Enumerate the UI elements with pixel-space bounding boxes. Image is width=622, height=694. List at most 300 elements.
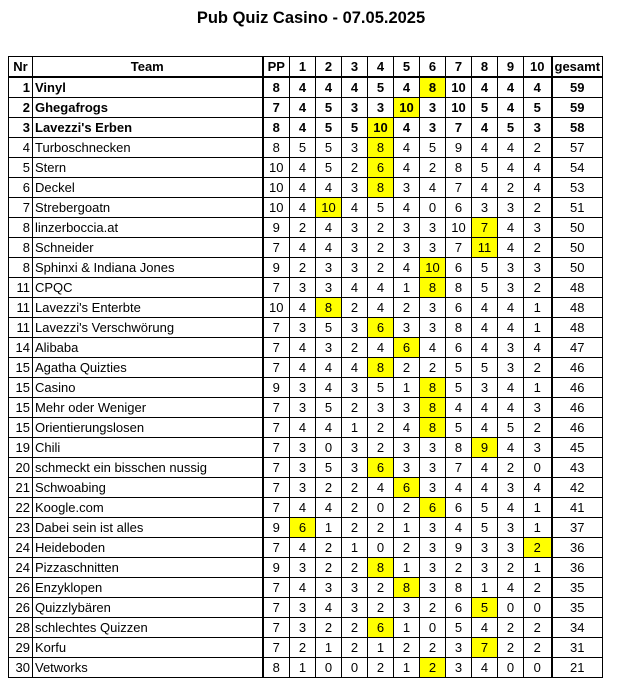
table-row [9,398,603,418]
total-cell: 35 [552,578,603,598]
round-score-cell: 5 [472,358,498,378]
team-name-cell: Dabei sein ist alles [33,518,263,538]
round-score-cell: 2 [342,478,368,498]
round-score-cell: 4 [472,77,498,98]
round-score-cell: 4 [498,438,524,458]
total-cell: 48 [552,278,603,298]
round-score-cell: 8 [446,278,472,298]
round-score-cell: 4 [368,338,394,358]
round-score-cell: 6 [368,158,394,178]
round-score-cell: 4 [316,238,342,258]
round-score-cell: 2 [420,598,446,618]
total-cell: 41 [552,498,603,518]
team-name-cell: Sphinxi & Indiana Jones [33,258,263,278]
header-round-1: 1 [290,57,316,78]
round-score-cell: 2 [524,638,552,658]
round-score-cell: 2 [290,638,316,658]
round-score-cell: 8 [420,278,446,298]
table-row [9,98,603,118]
header-pp: PP [263,57,290,78]
round-score-cell: 4 [420,338,446,358]
team-name-cell: Alibaba [33,338,263,358]
round-score-cell: 5 [368,378,394,398]
round-score-cell: 5 [368,198,394,218]
round-score-cell: 8 [394,578,420,598]
table-row [9,358,603,378]
round-score-cell: 3 [316,258,342,278]
header-round-10: 10 [524,57,552,78]
round-score-cell: 3 [498,198,524,218]
round-score-cell: 10 [316,198,342,218]
rank-cell: 19 [9,438,33,458]
round-score-cell: 4 [290,77,316,98]
team-name-cell: Korfu [33,638,263,658]
table-row [9,618,603,638]
round-score-cell: 2 [420,158,446,178]
round-score-cell: 3 [420,298,446,318]
round-score-cell: 5 [446,418,472,438]
round-score-cell: 8 [446,578,472,598]
round-score-cell: 2 [446,558,472,578]
round-score-cell: 4 [290,358,316,378]
round-score-cell: 7 [472,218,498,238]
header-round-4: 4 [368,57,394,78]
round-score-cell: 1 [394,518,420,538]
round-score-cell: 5 [368,77,394,98]
team-name-cell: Schwoabing [33,478,263,498]
table-row [9,658,603,678]
round-score-cell: 6 [446,258,472,278]
round-score-cell: 2 [524,278,552,298]
pp-cell: 7 [263,638,290,658]
round-score-cell: 4 [394,138,420,158]
round-score-cell: 2 [524,418,552,438]
round-score-cell: 3 [420,578,446,598]
round-score-cell: 3 [368,98,394,118]
round-score-cell: 3 [446,638,472,658]
team-name-cell: schlechtes Quizzen [33,618,263,638]
round-score-cell: 4 [316,178,342,198]
round-score-cell: 10 [420,258,446,278]
rank-cell: 3 [9,118,33,138]
pp-cell: 7 [263,338,290,358]
round-score-cell: 1 [394,378,420,398]
round-score-cell: 8 [446,438,472,458]
rank-cell: 11 [9,318,33,338]
pp-cell: 7 [263,418,290,438]
round-score-cell: 3 [394,598,420,618]
round-score-cell: 6 [290,518,316,538]
round-score-cell: 3 [342,598,368,618]
table-row [9,538,603,558]
team-name-cell: Ghegafrogs [33,98,263,118]
header-round-7: 7 [446,57,472,78]
round-score-cell: 2 [368,658,394,678]
round-score-cell: 2 [368,238,394,258]
round-score-cell: 5 [472,518,498,538]
pp-cell: 7 [263,598,290,618]
total-cell: 46 [552,358,603,378]
team-name-cell: Chili [33,438,263,458]
round-score-cell: 9 [472,438,498,458]
round-score-cell: 4 [290,198,316,218]
round-score-cell: 5 [316,158,342,178]
round-score-cell: 1 [316,638,342,658]
team-name-cell: Mehr oder Weniger [33,398,263,418]
team-name-cell: Koogle.com [33,498,263,518]
round-score-cell: 2 [498,178,524,198]
table-row [9,638,603,658]
team-name-cell: Strebergoatn [33,198,263,218]
team-name-cell: Casino [33,378,263,398]
round-score-cell: 5 [446,618,472,638]
round-score-cell: 3 [342,258,368,278]
round-score-cell: 8 [368,178,394,198]
table-row [9,578,603,598]
round-score-cell: 2 [342,498,368,518]
round-score-cell: 4 [446,398,472,418]
round-score-cell: 2 [316,478,342,498]
round-score-cell: 1 [342,418,368,438]
total-cell: 54 [552,158,603,178]
rank-cell: 30 [9,658,33,678]
round-score-cell: 5 [342,118,368,138]
round-score-cell: 0 [498,658,524,678]
round-score-cell: 3 [316,338,342,358]
total-cell: 46 [552,418,603,438]
pp-cell: 9 [263,558,290,578]
round-score-cell: 2 [420,658,446,678]
team-name-cell: Agatha Quizties [33,358,263,378]
round-score-cell: 2 [394,498,420,518]
total-cell: 31 [552,638,603,658]
round-score-cell: 5 [316,118,342,138]
round-score-cell: 2 [368,518,394,538]
round-score-cell: 0 [368,538,394,558]
round-score-cell: 4 [316,418,342,438]
round-score-cell: 2 [498,558,524,578]
round-score-cell: 0 [524,458,552,478]
round-score-cell: 1 [524,498,552,518]
pp-cell: 10 [263,178,290,198]
round-score-cell: 0 [368,498,394,518]
round-score-cell: 3 [394,218,420,238]
round-score-cell: 2 [498,618,524,638]
round-score-cell: 2 [524,578,552,598]
header-round-2: 2 [316,57,342,78]
round-score-cell: 1 [342,538,368,558]
round-score-cell: 9 [446,538,472,558]
round-score-cell: 3 [316,278,342,298]
rank-cell: 20 [9,458,33,478]
rank-cell: 1 [9,77,33,98]
round-score-cell: 4 [342,77,368,98]
round-score-cell: 5 [316,318,342,338]
round-score-cell: 4 [524,158,552,178]
round-score-cell: 2 [342,638,368,658]
round-score-cell: 4 [498,378,524,398]
total-cell: 59 [552,98,603,118]
header-team: Team [33,57,263,78]
round-score-cell: 7 [472,638,498,658]
round-score-cell: 4 [472,658,498,678]
round-score-cell: 8 [368,558,394,578]
table-header-row [9,57,603,78]
round-score-cell: 2 [524,238,552,258]
table-row [9,378,603,398]
rank-cell: 7 [9,198,33,218]
pp-cell: 7 [263,478,290,498]
round-score-cell: 2 [342,558,368,578]
team-name-cell: Lavezzi's Enterbte [33,298,263,318]
round-score-cell: 5 [472,598,498,618]
round-score-cell: 4 [524,178,552,198]
pp-cell: 7 [263,498,290,518]
table-row [9,298,603,318]
table-row [9,118,603,138]
header-round-5: 5 [394,57,420,78]
round-score-cell: 2 [524,198,552,218]
team-name-cell: Pizzaschnitten [33,558,263,578]
round-score-cell: 6 [446,198,472,218]
round-score-cell: 3 [394,238,420,258]
team-name-cell: Quizzlybären [33,598,263,618]
total-cell: 59 [552,77,603,98]
round-score-cell: 5 [446,358,472,378]
round-score-cell: 4 [472,338,498,358]
round-score-cell: 3 [498,538,524,558]
round-score-cell: 2 [394,638,420,658]
rank-cell: 15 [9,378,33,398]
results-table [8,56,603,678]
team-name-cell: Lavezzi's Erben [33,118,263,138]
round-score-cell: 3 [342,178,368,198]
total-cell: 43 [552,458,603,478]
round-score-cell: 3 [342,438,368,458]
pp-cell: 9 [263,258,290,278]
total-cell: 51 [552,198,603,218]
round-score-cell: 3 [368,398,394,418]
round-score-cell: 3 [394,178,420,198]
rank-cell: 8 [9,258,33,278]
round-score-cell: 2 [498,638,524,658]
round-score-cell: 8 [446,158,472,178]
round-score-cell: 10 [446,98,472,118]
rank-cell: 23 [9,518,33,538]
round-score-cell: 3 [472,378,498,398]
table-row [9,518,603,538]
table-row [9,77,603,98]
round-score-cell: 2 [290,218,316,238]
rank-cell: 29 [9,638,33,658]
round-score-cell: 7 [446,458,472,478]
round-score-cell: 1 [524,318,552,338]
round-score-cell: 3 [342,98,368,118]
round-score-cell: 6 [446,338,472,358]
table-row [9,558,603,578]
round-score-cell: 4 [290,298,316,318]
round-score-cell: 4 [498,318,524,338]
round-score-cell: 4 [394,198,420,218]
round-score-cell: 2 [524,618,552,638]
round-score-cell: 8 [420,418,446,438]
round-score-cell: 1 [394,658,420,678]
round-score-cell: 4 [368,298,394,318]
round-score-cell: 4 [394,118,420,138]
round-score-cell: 2 [524,358,552,378]
round-score-cell: 2 [368,258,394,278]
round-score-cell: 3 [342,238,368,258]
round-score-cell: 2 [342,298,368,318]
round-score-cell: 2 [394,358,420,378]
round-score-cell: 5 [446,378,472,398]
total-cell: 46 [552,398,603,418]
team-name-cell: Enzyklopen [33,578,263,598]
round-score-cell: 5 [472,98,498,118]
round-score-cell: 2 [342,158,368,178]
round-score-cell: 4 [498,578,524,598]
round-score-cell: 8 [420,77,446,98]
table-row [9,218,603,238]
round-score-cell: 3 [420,438,446,458]
round-score-cell: 4 [472,318,498,338]
round-score-cell: 4 [498,298,524,318]
round-score-cell: 3 [342,378,368,398]
pp-cell: 7 [263,438,290,458]
round-score-cell: 3 [498,518,524,538]
round-score-cell: 5 [472,258,498,278]
team-name-cell: Orientierungslosen [33,418,263,438]
team-name-cell: CPQC [33,278,263,298]
round-score-cell: 4 [290,158,316,178]
round-score-cell: 3 [498,338,524,358]
rank-cell: 26 [9,598,33,618]
total-cell: 37 [552,518,603,538]
round-score-cell: 5 [420,138,446,158]
round-score-cell: 3 [290,598,316,618]
round-score-cell: 3 [446,658,472,678]
round-score-cell: 6 [368,458,394,478]
round-score-cell: 3 [290,438,316,458]
round-score-cell: 4 [498,158,524,178]
round-score-cell: 4 [316,498,342,518]
round-score-cell: 3 [498,478,524,498]
table-row [9,318,603,338]
round-score-cell: 4 [498,77,524,98]
rank-cell: 8 [9,218,33,238]
round-score-cell: 4 [524,478,552,498]
round-score-cell: 10 [446,77,472,98]
round-score-cell: 2 [342,338,368,358]
round-score-cell: 2 [368,438,394,458]
pp-cell: 7 [263,458,290,478]
rank-cell: 4 [9,138,33,158]
pp-cell: 8 [263,658,290,678]
team-name-cell: Heideboden [33,538,263,558]
round-score-cell: 2 [368,418,394,438]
round-score-cell: 2 [368,578,394,598]
round-score-cell: 4 [472,138,498,158]
round-score-cell: 8 [316,298,342,318]
rank-cell: 5 [9,158,33,178]
round-score-cell: 5 [472,498,498,518]
rank-cell: 14 [9,338,33,358]
round-score-cell: 4 [316,378,342,398]
round-score-cell: 3 [290,278,316,298]
table-row [9,158,603,178]
round-score-cell: 5 [316,458,342,478]
round-score-cell: 4 [342,278,368,298]
round-score-cell: 3 [472,538,498,558]
table-row [9,418,603,438]
round-score-cell: 5 [316,98,342,118]
round-score-cell: 3 [420,98,446,118]
round-score-cell: 7 [446,118,472,138]
total-cell: 50 [552,218,603,238]
round-score-cell: 0 [316,658,342,678]
team-name-cell: linzerboccia.at [33,218,263,238]
table-row [9,198,603,218]
team-name-cell: Deckel [33,178,263,198]
total-cell: 36 [552,558,603,578]
total-cell: 50 [552,258,603,278]
round-score-cell: 4 [472,458,498,478]
round-score-cell: 3 [420,558,446,578]
total-cell: 45 [552,438,603,458]
rank-cell: 24 [9,538,33,558]
round-score-cell: 3 [472,198,498,218]
table-row [9,338,603,358]
pp-cell: 10 [263,198,290,218]
team-name-cell: Vetworks [33,658,263,678]
round-score-cell: 1 [394,618,420,638]
header-round-6: 6 [420,57,446,78]
round-score-cell: 10 [446,218,472,238]
table-row [9,178,603,198]
round-score-cell: 3 [342,578,368,598]
table-row [9,278,603,298]
round-score-cell: 3 [290,478,316,498]
round-score-cell: 3 [342,218,368,238]
round-score-cell: 4 [290,98,316,118]
round-score-cell: 4 [498,498,524,518]
round-score-cell: 2 [420,638,446,658]
team-name-cell: Vinyl [33,77,263,98]
rank-cell: 11 [9,298,33,318]
round-score-cell: 4 [524,338,552,358]
round-score-cell: 4 [290,578,316,598]
round-score-cell: 3 [420,218,446,238]
team-name-cell: Lavezzi's Verschwörung [33,318,263,338]
pp-cell: 10 [263,298,290,318]
table-row [9,478,603,498]
round-score-cell: 5 [524,98,552,118]
round-score-cell: 4 [316,358,342,378]
total-cell: 50 [552,238,603,258]
round-score-cell: 3 [524,258,552,278]
round-score-cell: 0 [420,618,446,638]
pp-cell: 7 [263,278,290,298]
round-score-cell: 3 [342,138,368,158]
header-round-8: 8 [472,57,498,78]
round-score-cell: 4 [342,358,368,378]
round-score-cell: 2 [524,538,552,558]
round-score-cell: 8 [368,358,394,378]
round-score-cell: 3 [394,398,420,418]
round-score-cell: 1 [524,298,552,318]
round-score-cell: 1 [394,558,420,578]
rank-cell: 15 [9,398,33,418]
